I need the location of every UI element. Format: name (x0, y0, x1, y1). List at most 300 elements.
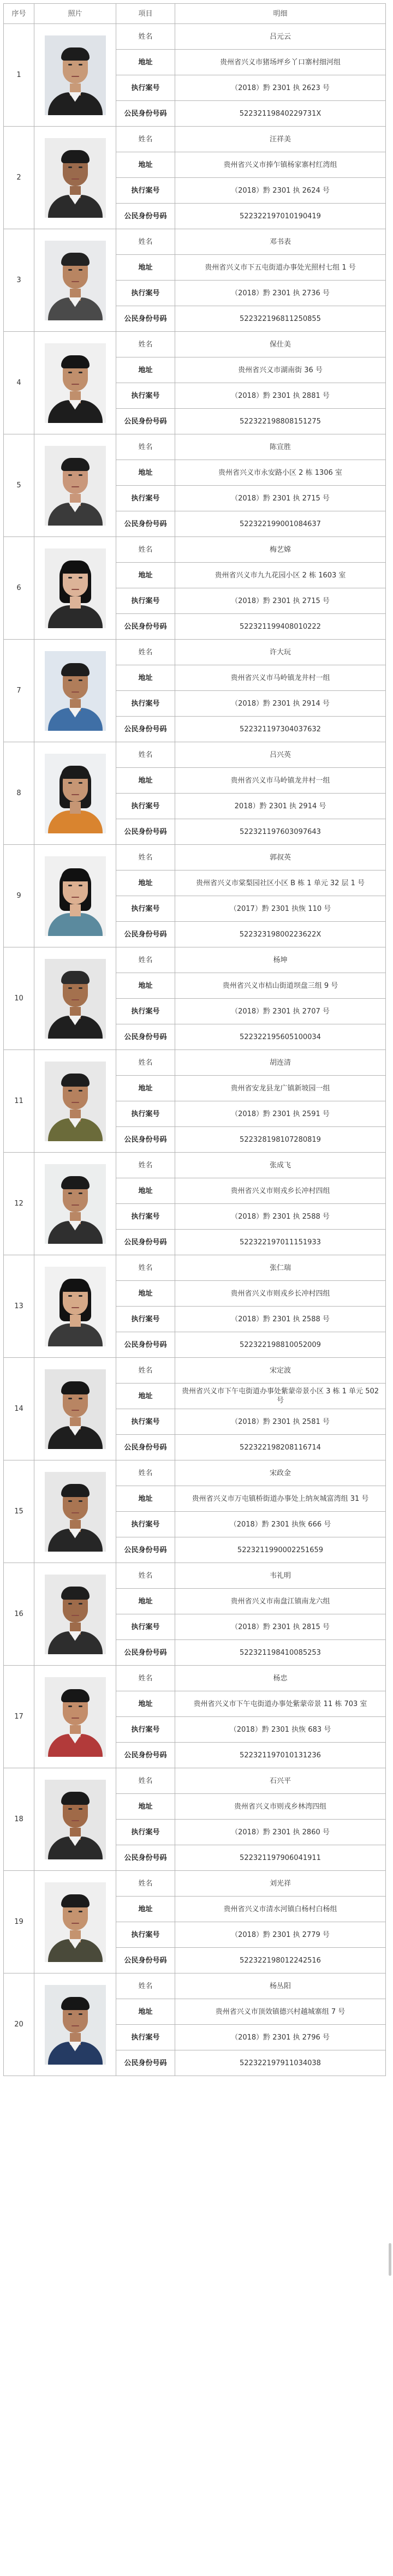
row-seq: 15 (4, 1460, 34, 1563)
photo-hair (61, 1484, 90, 1497)
table-row (4, 1050, 386, 1076)
detail-name: 宋定波 (175, 1358, 386, 1384)
detail-address: 贵州省兴义市则戎乡长冲村四组 (175, 1178, 386, 1204)
photo-mouth (72, 1307, 79, 1308)
item-label-case: 执行案号 (116, 1409, 175, 1435)
item-label-name: 姓名 (116, 434, 175, 460)
row-seq: 17 (4, 1666, 34, 1768)
photo-neck (70, 904, 81, 916)
detail-case: （2017）黔 2301 执恢 110 号 (175, 896, 386, 922)
detail-id: 522321199408010222 (175, 614, 386, 640)
detail-name: 保仕美 (175, 332, 386, 357)
person-photo (45, 856, 106, 936)
photo-mouth (72, 178, 79, 180)
item-label-address: 地址 (116, 1691, 175, 1717)
detail-name: 汪祥美 (175, 127, 386, 152)
photo-hair (61, 458, 90, 471)
person-photo (45, 1472, 106, 1552)
photo-eye-r (79, 1295, 82, 1297)
item-label-id: 公民身份号码 (116, 1845, 175, 1871)
item-label-name: 姓名 (116, 947, 175, 973)
photo-cell (34, 24, 116, 127)
item-label-address: 地址 (116, 50, 175, 75)
detail-case: （2018）黔 2301 执恢 683 号 (175, 1717, 386, 1743)
photo-hair (61, 1792, 90, 1805)
item-label-id: 公民身份号码 (116, 1948, 175, 1973)
item-label-name: 姓名 (116, 1768, 175, 1794)
photo-eye-r (79, 1090, 82, 1092)
detail-case: （2018）黔 2301 执 2815 号 (175, 1614, 386, 1640)
item-label-address: 地址 (116, 1384, 175, 1409)
table-row (4, 1871, 386, 1897)
detail-address: 贵州省兴义市顶效镇德兴村越城寨组 7 号 (175, 1999, 386, 2025)
person-photo (45, 138, 106, 218)
detail-case: （2018）黔 2301 执 2715 号 (175, 588, 386, 614)
photo-mouth (72, 1204, 79, 1206)
detail-id: 522322198808151275 (175, 409, 386, 434)
item-label-id: 公民身份号码 (116, 1743, 175, 1768)
photo-eye-l (68, 2013, 72, 2015)
item-label-address: 地址 (116, 255, 175, 281)
photo-cell (34, 1768, 116, 1871)
photo-mouth (72, 1718, 79, 1719)
item-label-case: 执行案号 (116, 794, 175, 819)
item-label-id: 公民身份号码 (116, 922, 175, 947)
item-label-id: 公民身份号码 (116, 819, 175, 845)
table-row (4, 1153, 386, 1178)
row-seq: 2 (4, 127, 34, 229)
photo-hair (61, 1997, 90, 2010)
detail-id: 522321198410085253 (175, 1640, 386, 1666)
header-photo: 照片 (34, 4, 116, 24)
row-seq: 1 (4, 24, 34, 127)
detail-name: 张成飞 (175, 1153, 386, 1178)
person-photo (45, 1882, 106, 1962)
detail-id: 522321197906041911 (175, 1845, 386, 1871)
photo-eye-r (79, 987, 82, 989)
photo-mouth (72, 1923, 79, 1924)
detail-address: 贵州省兴义市则戎乡林湾四组 (175, 1794, 386, 1820)
person-photo (45, 1369, 106, 1449)
photo-cell (34, 229, 116, 332)
detail-address: 贵州省兴义市下午屯街道办事处紫蒙帝景小区 3 栋 1 单元 502 号 (175, 1384, 386, 1409)
photo-mouth (72, 1410, 79, 1411)
detail-name: 张仁瑞 (175, 1255, 386, 1281)
photo-hair (61, 1894, 90, 1907)
table-row (4, 1768, 386, 1794)
detail-id: 522328198107280819 (175, 1127, 386, 1153)
table-row (4, 1358, 386, 1384)
item-label-name: 姓名 (116, 1153, 175, 1178)
item-label-id: 公民身份号码 (116, 1024, 175, 1050)
table-row (4, 332, 386, 357)
item-label-name: 姓名 (116, 845, 175, 870)
person-photo (45, 241, 106, 320)
table-row (4, 845, 386, 870)
item-label-address: 地址 (116, 1076, 175, 1101)
person-photo (45, 1164, 106, 1244)
photo-mouth (72, 1512, 79, 1513)
detail-name: 宋政金 (175, 1460, 386, 1486)
item-label-case: 执行案号 (116, 281, 175, 306)
photo-neck (70, 597, 81, 609)
detail-id: 522322197911034038 (175, 2050, 386, 2076)
header-seq: 序号 (4, 4, 34, 24)
photo-hair (61, 47, 90, 61)
row-seq: 13 (4, 1255, 34, 1358)
item-label-case: 执行案号 (116, 1717, 175, 1743)
item-label-id: 公民身份号码 (116, 204, 175, 229)
photo-eye-l (68, 782, 72, 784)
row-seq: 18 (4, 1768, 34, 1871)
detail-case: 2018）黔 2301 执 2914 号 (175, 794, 386, 819)
photo-mouth (72, 589, 79, 590)
table-body (4, 24, 386, 2076)
item-label-id: 公民身份号码 (116, 1230, 175, 1255)
detail-case: （2018）黔 2301 执 2581 号 (175, 1409, 386, 1435)
row-seq: 8 (4, 742, 34, 845)
item-label-address: 地址 (116, 768, 175, 794)
detail-name: 杨忠 (175, 1666, 386, 1691)
photo-eye-r (79, 577, 82, 579)
row-seq: 9 (4, 845, 34, 947)
item-label-id: 公民身份号码 (116, 717, 175, 742)
item-label-id: 公民身份号码 (116, 614, 175, 640)
detail-address: 贵州省兴义市九九花园小区 2 栋 1603 室 (175, 563, 386, 588)
detail-case: （2018）黔 2301 执 2588 号 (175, 1307, 386, 1332)
detail-address: 贵州省安龙县龙广镇新坡园一组 (175, 1076, 386, 1101)
photo-eye-r (79, 64, 82, 65)
item-label-address: 地址 (116, 973, 175, 999)
photo-eye-l (68, 577, 72, 579)
table-row (4, 434, 386, 460)
photo-eye-r (79, 372, 82, 373)
photo-eye-l (68, 474, 72, 476)
item-label-case: 执行案号 (116, 691, 175, 717)
item-label-id: 公民身份号码 (116, 1537, 175, 1563)
photo-mouth (72, 1615, 79, 1616)
person-photo (45, 1575, 106, 1654)
person-photo (45, 548, 106, 628)
detail-name: 杨坤 (175, 947, 386, 973)
detail-id: 522321197603097643 (175, 819, 386, 845)
item-label-case: 执行案号 (116, 486, 175, 511)
row-seq: 10 (4, 947, 34, 1050)
photo-cell (34, 332, 116, 434)
item-label-address: 地址 (116, 1178, 175, 1204)
item-label-name: 姓名 (116, 127, 175, 152)
detail-address: 贵州省兴义市万屯镇桥街道办事处上纳灰城富湾组 31 号 (175, 1486, 386, 1512)
item-label-address: 地址 (116, 665, 175, 691)
row-seq: 16 (4, 1563, 34, 1666)
detail-id: 522322197011151933 (175, 1230, 386, 1255)
person-photo (45, 343, 106, 423)
detail-id: 522321197010131236 (175, 1743, 386, 1768)
photo-hair (61, 868, 90, 881)
detail-case: （2018）黔 2301 执 2860 号 (175, 1820, 386, 1845)
photo-cell (34, 947, 116, 1050)
item-label-case: 执行案号 (116, 896, 175, 922)
item-label-name: 姓名 (116, 1871, 175, 1897)
detail-address: 贵州省兴义市猪场坪乡丫口寨村细河组 (175, 50, 386, 75)
photo-mouth (72, 897, 79, 898)
detail-address: 贵州省兴义市桔山街道坝盘三组 9 号 (175, 973, 386, 999)
detail-name: 许大玩 (175, 640, 386, 665)
person-photo (45, 446, 106, 526)
person-photo (45, 1985, 106, 2065)
photo-eye-l (68, 269, 72, 271)
item-label-name: 姓名 (116, 229, 175, 255)
executee-table (3, 3, 386, 2076)
row-seq: 6 (4, 537, 34, 640)
photo-eye-r (79, 679, 82, 681)
photo-hair (61, 1279, 90, 1292)
item-label-case: 执行案号 (116, 383, 175, 409)
photo-eye-r (79, 1398, 82, 1399)
item-label-address: 地址 (116, 357, 175, 383)
photo-hair (61, 766, 90, 779)
item-label-case: 执行案号 (116, 1307, 175, 1332)
detail-address: 贵州省兴义市下五屯街道办事处光照村七组 1 号 (175, 255, 386, 281)
photo-eye-r (79, 2013, 82, 2015)
header-item: 项目 (116, 4, 175, 24)
item-label-case: 执行案号 (116, 1512, 175, 1537)
person-photo (45, 959, 106, 1039)
item-label-case: 执行案号 (116, 1204, 175, 1230)
photo-mouth (72, 1102, 79, 1103)
item-label-name: 姓名 (116, 537, 175, 563)
photo-mouth (72, 486, 79, 487)
detail-case: （2018）黔 2301 执 2707 号 (175, 999, 386, 1024)
item-label-address: 地址 (116, 870, 175, 896)
photo-eye-l (68, 1295, 72, 1297)
item-label-name: 姓名 (116, 1666, 175, 1691)
detail-case: （2018）黔 2301 执 2881 号 (175, 383, 386, 409)
photo-cell (34, 1871, 116, 1973)
photo-mouth (72, 794, 79, 795)
detail-name: 邓书表 (175, 229, 386, 255)
detail-case: （2018）黔 2301 执 2796 号 (175, 2025, 386, 2050)
photo-cell (34, 640, 116, 742)
photo-hair (61, 663, 90, 676)
item-label-name: 姓名 (116, 1358, 175, 1384)
photo-eye-r (79, 269, 82, 271)
photo-cell (34, 1358, 116, 1460)
item-label-case: 执行案号 (116, 1820, 175, 1845)
item-label-id: 公民身份号码 (116, 306, 175, 332)
photo-cell (34, 537, 116, 640)
photo-hair (61, 1689, 90, 1702)
detail-case: （2018）黔 2301 执 2715 号 (175, 486, 386, 511)
detail-address: 贵州省兴义市下午屯街道办事处紫蒙帝景 11 栋 703 室 (175, 1691, 386, 1717)
photo-cell (34, 1666, 116, 1768)
item-label-address: 地址 (116, 563, 175, 588)
item-label-name: 姓名 (116, 742, 175, 768)
photo-neck (70, 802, 81, 814)
detail-name: 梅艺嫦 (175, 537, 386, 563)
table-row (4, 1460, 386, 1486)
photo-eye-l (68, 885, 72, 886)
detail-name: 刘光祥 (175, 1871, 386, 1897)
table-row (4, 127, 386, 152)
photo-cell (34, 434, 116, 537)
photo-hair (61, 1176, 90, 1189)
table-row (4, 1666, 386, 1691)
photo-eye-r (79, 782, 82, 784)
person-photo (45, 1062, 106, 1141)
item-label-id: 公民身份号码 (116, 1332, 175, 1358)
detail-name: 胡连清 (175, 1050, 386, 1076)
photo-neck (70, 1315, 81, 1327)
photo-eye-r (79, 1500, 82, 1502)
table-row (4, 947, 386, 973)
row-seq: 12 (4, 1153, 34, 1255)
detail-id: 522322198208116714 (175, 1435, 386, 1460)
item-label-address: 地址 (116, 1999, 175, 2025)
photo-eye-l (68, 64, 72, 65)
detail-address: 贵州省兴义市南盘江镇南龙六组 (175, 1589, 386, 1614)
photo-hair (61, 1587, 90, 1600)
item-label-id: 公民身份号码 (116, 409, 175, 434)
photo-mouth (72, 281, 79, 282)
table-header-row (4, 4, 386, 24)
item-label-name: 姓名 (116, 1460, 175, 1486)
table-row (4, 229, 386, 255)
detail-address: 贵州省兴义市清水河镇白杨村白杨组 (175, 1897, 386, 1922)
table-row (4, 1563, 386, 1589)
item-label-case: 执行案号 (116, 588, 175, 614)
item-label-address: 地址 (116, 152, 175, 178)
detail-id: 522321197304037632 (175, 717, 386, 742)
detail-case: （2018）黔 2301 执 2779 号 (175, 1922, 386, 1948)
detail-name: 吕元云 (175, 24, 386, 50)
header-detail: 明细 (175, 4, 386, 24)
item-label-id: 公民身份号码 (116, 1435, 175, 1460)
table-row (4, 1255, 386, 1281)
item-label-address: 地址 (116, 1486, 175, 1512)
photo-eye-l (68, 372, 72, 373)
detail-case: （2018）黔 2301 执 2736 号 (175, 281, 386, 306)
detail-name: 吕兴英 (175, 742, 386, 768)
person-photo (45, 35, 106, 115)
detail-id: 522322197010190419 (175, 204, 386, 229)
photo-mouth (72, 76, 79, 77)
item-label-address: 地址 (116, 1897, 175, 1922)
detail-address: 贵州省兴义市捧乍镇杨家寨村红湾组 (175, 152, 386, 178)
detail-id: 52232319800223622X (175, 922, 386, 947)
photo-eye-l (68, 987, 72, 989)
row-seq: 19 (4, 1871, 34, 1973)
photo-hair (61, 150, 90, 163)
row-seq: 11 (4, 1050, 34, 1153)
detail-name: 陈宣胜 (175, 434, 386, 460)
photo-eye-l (68, 1398, 72, 1399)
item-label-address: 地址 (116, 460, 175, 486)
detail-id: 522322199001084637 (175, 511, 386, 537)
photo-mouth (72, 691, 79, 693)
photo-eye-l (68, 1808, 72, 1810)
photo-mouth (72, 1820, 79, 1821)
detail-case: （2018）黔 2301 执 2591 号 (175, 1101, 386, 1127)
item-label-case: 执行案号 (116, 75, 175, 101)
table-row (4, 742, 386, 768)
photo-mouth (72, 384, 79, 385)
photo-eye-l (68, 1603, 72, 1605)
detail-case: （2018）黔 2301 执恢 666 号 (175, 1512, 386, 1537)
photo-hair (61, 1074, 90, 1087)
photo-eye-l (68, 1500, 72, 1502)
detail-address: 贵州省兴义市永安路小区 2 栋 1306 室 (175, 460, 386, 486)
photo-eye-r (79, 474, 82, 476)
detail-case: （2018）黔 2301 执 2624 号 (175, 178, 386, 204)
photo-hair (61, 1381, 90, 1394)
photo-cell (34, 1153, 116, 1255)
person-photo (45, 754, 106, 833)
photo-hair (61, 971, 90, 984)
scrollbar-thumb[interactable] (389, 2243, 391, 2276)
detail-case: （2018）黔 2301 执 2623 号 (175, 75, 386, 101)
photo-eye-r (79, 1706, 82, 1707)
photo-cell (34, 1973, 116, 2076)
photo-mouth (72, 2025, 79, 2026)
item-label-name: 姓名 (116, 1050, 175, 1076)
detail-name: 韦礼明 (175, 1563, 386, 1589)
photo-eye-r (79, 1808, 82, 1810)
detail-address: 贵州省兴义市马岭镇龙井村一组 (175, 665, 386, 691)
photo-eye-l (68, 1911, 72, 1912)
detail-id: 522322196811250855 (175, 306, 386, 332)
item-label-id: 公民身份号码 (116, 101, 175, 127)
row-seq: 4 (4, 332, 34, 434)
photo-eye-r (79, 885, 82, 886)
row-seq: 7 (4, 640, 34, 742)
item-label-name: 姓名 (116, 1973, 175, 1999)
detail-id: 522322195605100034 (175, 1024, 386, 1050)
item-label-name: 姓名 (116, 640, 175, 665)
photo-mouth (72, 999, 79, 1000)
photo-cell (34, 1563, 116, 1666)
item-label-id: 公民身份号码 (116, 2050, 175, 2076)
detail-address: 贵州省兴义市湖南街 36 号 (175, 357, 386, 383)
person-photo (45, 651, 106, 731)
item-label-id: 公民身份号码 (116, 1640, 175, 1666)
photo-eye-r (79, 1911, 82, 1912)
item-label-name: 姓名 (116, 24, 175, 50)
photo-cell (34, 1460, 116, 1563)
detail-name: 石兴平 (175, 1768, 386, 1794)
detail-case: （2018）黔 2301 执 2588 号 (175, 1204, 386, 1230)
detail-name: 郭叔英 (175, 845, 386, 870)
table-row (4, 537, 386, 563)
item-label-case: 执行案号 (116, 1101, 175, 1127)
photo-eye-l (68, 166, 72, 168)
photo-eye-l (68, 1192, 72, 1194)
item-label-case: 执行案号 (116, 1922, 175, 1948)
photo-cell (34, 127, 116, 229)
detail-name: 杨丛阳 (175, 1973, 386, 1999)
item-label-name: 姓名 (116, 332, 175, 357)
item-label-name: 姓名 (116, 1255, 175, 1281)
detail-address: 贵州省兴义市棠梨园社区小区 B 栋 1 单元 32 层 1 号 (175, 870, 386, 896)
photo-cell (34, 742, 116, 845)
detail-address: 贵州省兴义市则戎乡长冲村四组 (175, 1281, 386, 1307)
photo-cell (34, 1050, 116, 1153)
row-seq: 14 (4, 1358, 34, 1460)
photo-hair (61, 560, 90, 574)
photo-eye-r (79, 166, 82, 168)
photo-eye-l (68, 679, 72, 681)
row-seq: 3 (4, 229, 34, 332)
